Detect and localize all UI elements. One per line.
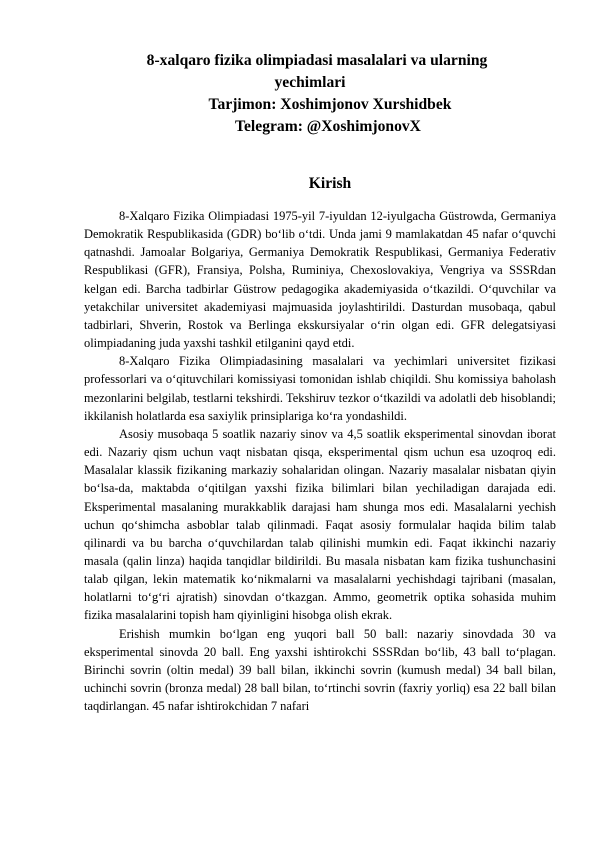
paragraph: Asosiy musobaqa 5 soatlik nazariy sinov va 4,5 soatlik eksperimental sinovdan iborat edi. Nazariy qism uchun vaqt nisbatan qisqa, eksperimental qism uchun esa uzoqroq edi. Masalalar klassik fizikaning markaziy sohalaridan olingan. Nazariy masalalar nisbatan qiyin bo‘lsa-da, maktabda o‘qitilgan yaxshi fizika bilimlari bilan yechiladigan darajada edi. Eksperimental masalaning murakkablik darajasi ham shunga mos edi. Masalalarni yechish uchun qo‘shimcha asboblar talab qilinmadi. Faqat asosiy formulalar haqida bilim talab qilinardi va bu barcha o‘quvchilardan talab qilinishi mumkin edi. Faqat ikkinchi nazariy masala (qalin linza) haqida tanqidlar bildirildi. Bu masala nisbatan kam fizika tushunchasini talab qilgan, lekin matematik ko‘nikmalarni va masalalarni yechishdagi tajribani (masalan, holatlarni to‘g‘ri ajratish) sinovdan o‘tkazgan. Ammo, geometrik optika sohasida muhim fizika masalalarini topish ham qiyinligini hisobga olish ekrak. (84, 426, 556, 623)
translator-credit: Tarjimon: Xoshimjonov Xurshidbek (208, 96, 452, 113)
document-title-line2: yechimlari (274, 74, 346, 91)
document-title-line1: 8-xalqaro fizika olimpiadasi masalalari va ularning (146, 52, 488, 69)
paragraph: 8-Xalqaro Fizika Olimpiadasi 1975-yil 7-iyuldan 12-iyulgacha Güstrowda, Germaniya Demokratik Respublikasida (GDR) bo‘lib o‘tdi. Unda jami 9 mamlakatdan 45 nafar o‘quvchi qatnashdi. Jamoalar Bolgariya, Germaniya Demokratik Respublikasi, Germaniya Federativ Respublikasi (GFR), Fransiya, Polsha, Ruminiya, Chexoslovakiya, Vengriya va SSSRdan kelgan edi. Barcha tadbirlar Güstrow pedagogika akademiyasida o‘tkazildi. O‘quvchilar va yetakchilar universitet akademiyasi majmuasida joylashtirildi. Dasturdan musobaqa, qabul tadbirlari, Shverin, Rostok va Berlinga ekskursiyalar o‘rin olgan edi. GFR delegatsiyasi olimpiadaning juda yaxshi tashkil etilganini qayd etdi. (84, 209, 556, 351)
paragraph: Erishish mumkin bo‘lgan eng yuqori ball 50 ball: nazariy sinovdada 30 va eksperimental sinovda 20 ball. Eng yaxshi ishtirokchi SSSRdan bo‘lib, 43 ball to‘plagan. Birinchi sovrin (oltin medal) 39 ball bilan, ikkinchi sovrin (kumush medal) 34 ball bilan, uchinchi sovrin (bronza medal) 28 ball bilan, to‘rtinchi sovrin (faxriy yorliq) esa 22 ball bilan taqdirlangan. 45 nafar ishtirokchidan 7 nafari (84, 626, 556, 714)
telegram-handle: Telegram: @XoshimjonovX (235, 118, 421, 135)
paragraph: 8-Xalqaro Fizika Olimpiadasining masalalari va yechimlari universitet fizikasi professorlari va o‘qituvchilari komissiyasi tomonidan ishlab chiqildi. Shu komissiya baholash mezonlarini belgilab, testlarni tekshirdi. Tekshiruv tezkor o‘tkazildi va adolatli deb hisoblandi; ikkilanish holatlarda esa saxiylik prinsiplariga ko‘ra yondashildi. (84, 354, 556, 423)
document-header (84, 50, 556, 138)
document-body (84, 207, 556, 715)
section-title: Kirish (308, 175, 352, 192)
